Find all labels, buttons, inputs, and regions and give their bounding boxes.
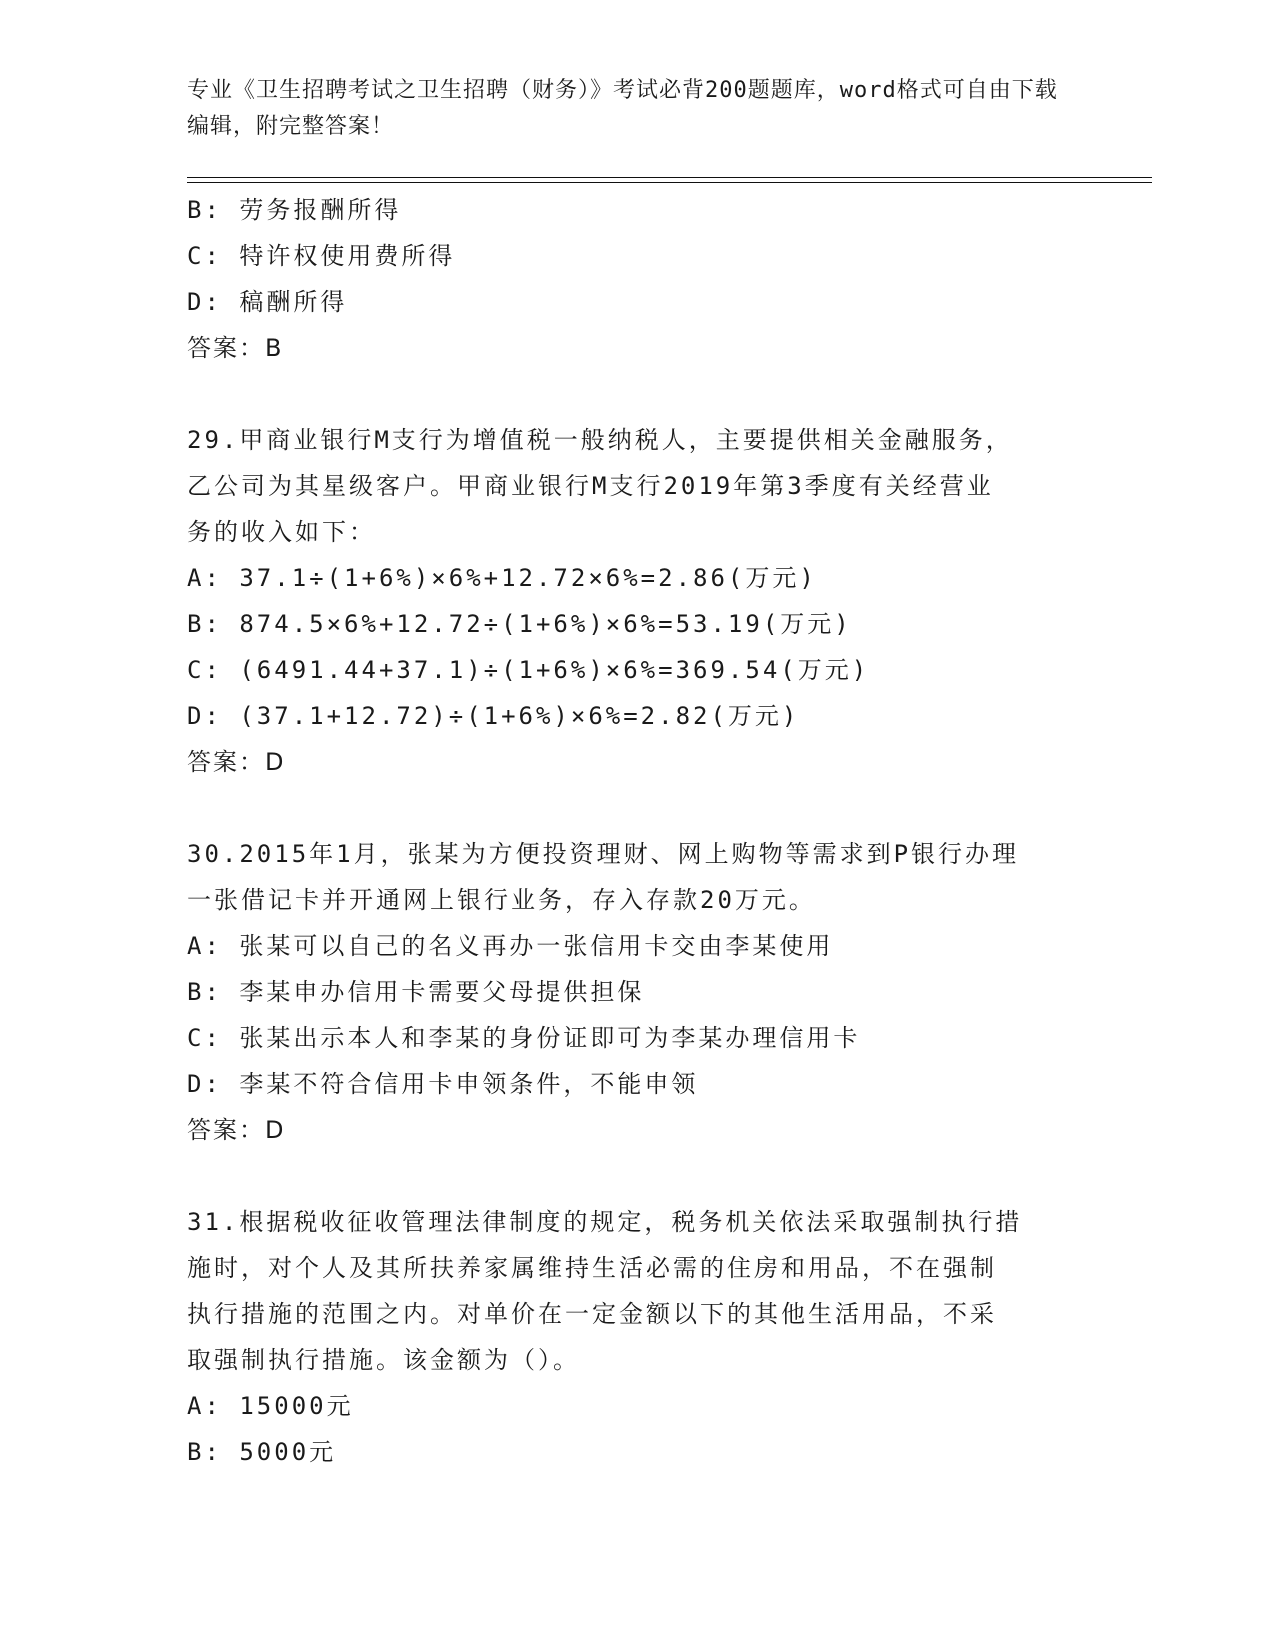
question-text-line: 30.2015年1月，张某为方便投资理财、网上购物等需求到P银行办理 [187,840,1020,868]
question-text-line: 乙公司为其星级客户。甲商业银行M支行2019年第3季度有关经营业 [187,472,994,500]
question-text-line: 执行措施的范围之内。对单价在一定金额以下的其他生活用品，不采 [187,1300,997,1328]
option-c: C: 张某出示本人和李某的身份证即可为李某办理信用卡 [187,1024,861,1052]
option-b: B: 874.5×6%+12.72÷(1+6%)×6%=53.19(万元) [187,610,852,638]
question-prev [187,187,1087,371]
document-body [187,187,1087,1475]
answer: 答案：D [187,1116,286,1144]
option-a: A: 37.1÷(1+6%)×6%+12.72×6%=2.86(万元) [187,564,817,592]
option-d: D: 李某不符合信用卡申领条件，不能申领 [187,1070,699,1098]
option-d: D: 稿酬所得 [187,288,348,316]
document-header: 专业《卫生招聘考试之卫生招聘（财务）》考试必背200题题库，word格式可自由下载编辑，附完整答案！ [187,78,1058,139]
option-a: A: 15000元 [187,1392,354,1420]
option-d: D: (37.1+12.72)÷(1+6%)×6%=2.82(万元) [187,702,800,730]
header-rule-bottom [187,182,1152,183]
header-rule-top [187,177,1152,178]
question-text-line: 务的收入如下： [187,518,376,546]
option-b: B: 劳务报酬所得 [187,196,402,224]
option-c: C: 特许权使用费所得 [187,242,456,270]
answer: 答案：D [187,748,286,776]
option-b: B: 李某申办信用卡需要父母提供担保 [187,978,645,1006]
option-c: C: (6491.44+37.1)÷(1+6%)×6%=369.54(万元) [187,656,870,684]
question-text-line: 一张借记卡并开通网上银行业务，存入存款20万元。 [187,886,816,914]
question-31 [187,1199,1087,1475]
question-text-line: 31.根据税收征收管理法律制度的规定，税务机关依法采取强制执行措 [187,1208,1023,1236]
question-29 [187,417,1087,785]
question-text-line: 29.甲商业银行M支行为增值税一般纳税人，主要提供相关金融服务， [187,426,1013,454]
question-text-line: 施时，对个人及其所扶养家属维持生活必需的住房和用品，不在强制 [187,1254,997,1282]
answer: 答案：B [187,334,284,362]
question-text-line: 取强制执行措施。该金额为（）。 [187,1346,580,1374]
option-b: B: 5000元 [187,1438,337,1466]
question-30 [187,831,1087,1153]
option-a: A: 张某可以自己的名义再办一张信用卡交由李某使用 [187,932,834,960]
